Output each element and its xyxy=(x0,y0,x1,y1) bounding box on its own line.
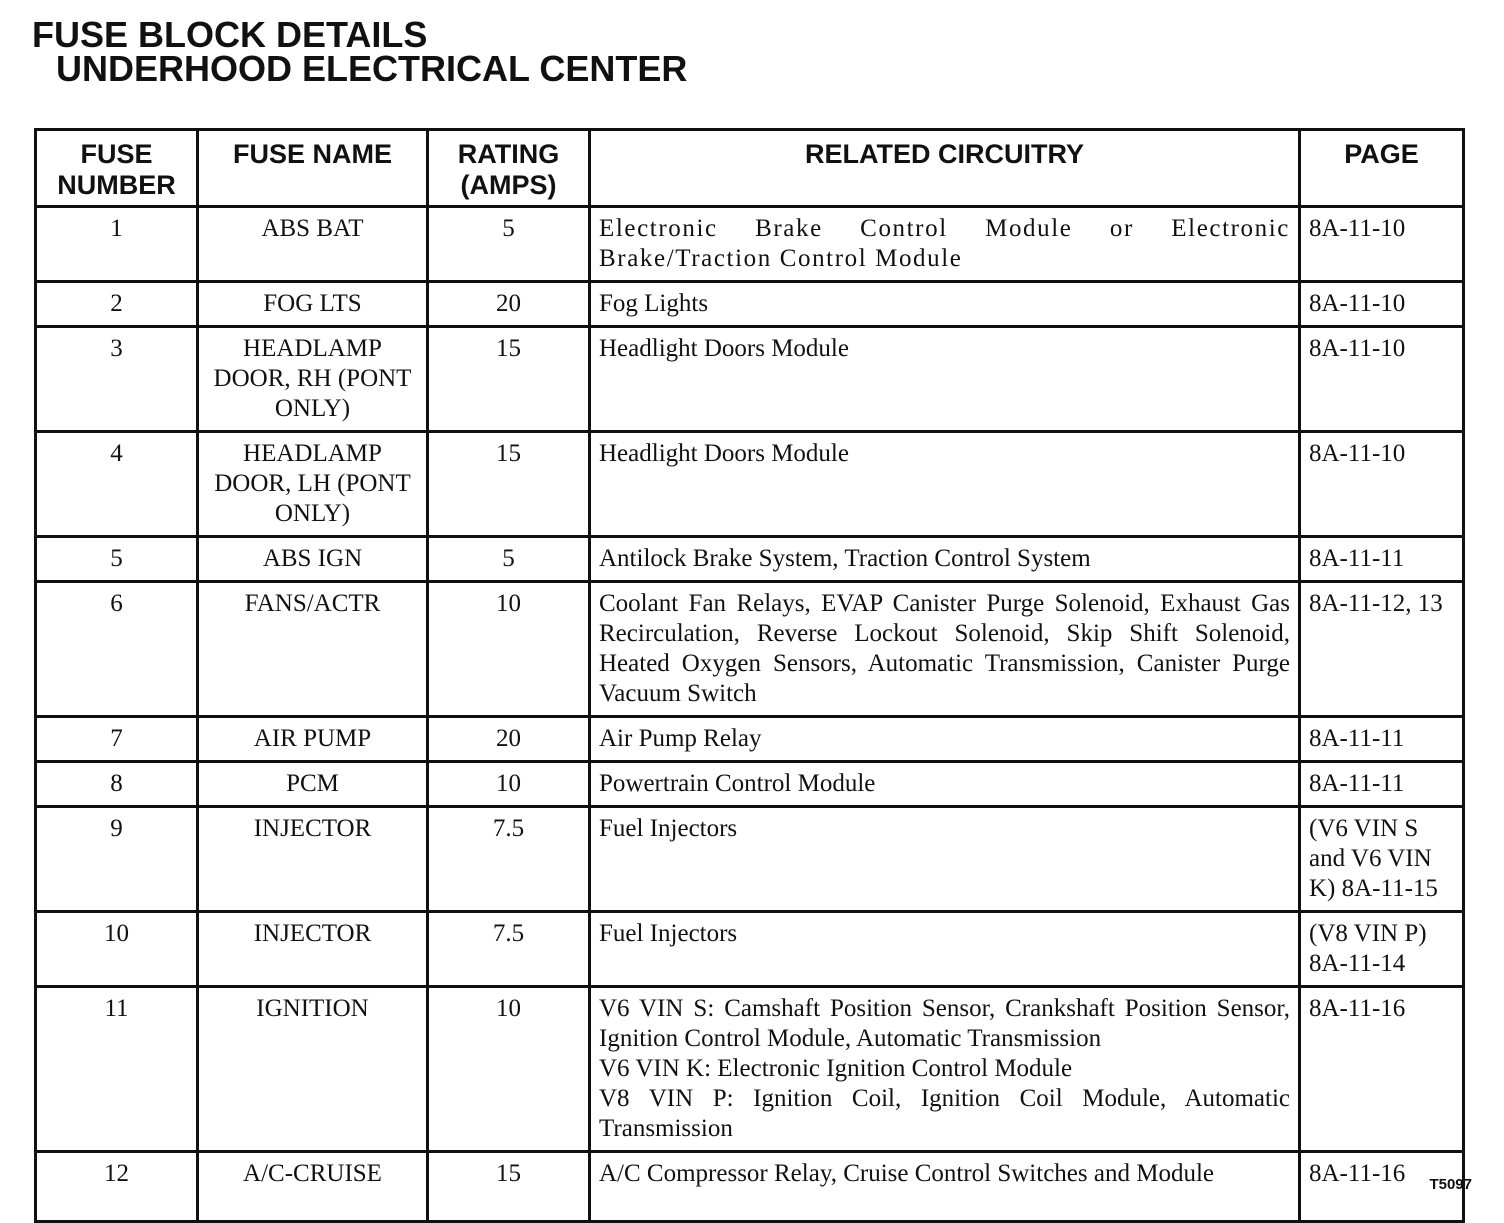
table-row xyxy=(36,1152,1464,1222)
table-row xyxy=(36,327,1464,432)
fuse-number: 8 xyxy=(36,762,198,807)
fuse-number: 3 xyxy=(36,327,198,432)
fuse-name: FANS/ACTR xyxy=(198,582,428,717)
related-circuitry xyxy=(590,987,1300,1152)
fuse-rating: 10 xyxy=(428,582,590,717)
circuitry-line: V6 VIN K: Electronic Ignition Control Module xyxy=(599,1055,1073,1082)
table-row xyxy=(36,762,1464,807)
fuse-rating: 10 xyxy=(428,987,590,1152)
title-line-1: FUSE BLOCK DETAILS xyxy=(32,14,428,55)
page-ref: (V8 VIN P) 8A-11-14 xyxy=(1300,912,1464,987)
fuse-name: A/C-CRUISE xyxy=(198,1152,428,1222)
table-row xyxy=(36,207,1464,282)
table-row xyxy=(36,912,1464,987)
related-circuitry: Headlight Doors Module xyxy=(590,432,1300,537)
fuse-number: 11 xyxy=(36,987,198,1152)
fuse-number: 2 xyxy=(36,282,198,327)
page-ref: 8A-11-10 xyxy=(1300,432,1464,537)
fuse-number: 4 xyxy=(36,432,198,537)
table-row xyxy=(36,537,1464,582)
table-row xyxy=(36,807,1464,912)
fuse-name: PCM xyxy=(198,762,428,807)
related-circuitry: Air Pump Relay xyxy=(590,717,1300,762)
table-row xyxy=(36,282,1464,327)
fuse-rating: 15 xyxy=(428,1152,590,1222)
fuse-name: ABS IGN xyxy=(198,537,428,582)
page-ref: 8A-11-16 xyxy=(1300,1152,1464,1222)
page-ref: 8A-11-10 xyxy=(1300,327,1464,432)
fuse-rating: 15 xyxy=(428,432,590,537)
page-ref: 8A-11-11 xyxy=(1300,762,1464,807)
header-rating: RATING (AMPS) xyxy=(428,130,590,207)
fuse-table xyxy=(34,128,1465,1223)
related-circuitry: Powertrain Control Module xyxy=(590,762,1300,807)
page-ref: (V6 VIN S and V6 VIN K) 8A-11-15 xyxy=(1300,807,1464,912)
fuse-rating: 5 xyxy=(428,537,590,582)
fuse-number: 5 xyxy=(36,537,198,582)
related-circuitry: Fuel Injectors xyxy=(590,807,1300,912)
header-fuse-name: FUSE NAME xyxy=(198,130,428,207)
fuse-number: 10 xyxy=(36,912,198,987)
fuse-name: HEADLAMP DOOR, RH (PONT ONLY) xyxy=(198,327,428,432)
fuse-rating: 7.5 xyxy=(428,807,590,912)
fuse-name: AIR PUMP xyxy=(198,717,428,762)
related-circuitry: A/C Compressor Relay, Cruise Control Switches and Module xyxy=(590,1152,1300,1222)
header-fuse-number: FUSE NUMBER xyxy=(36,130,198,207)
header-page: PAGE xyxy=(1300,130,1464,207)
fuse-number: 9 xyxy=(36,807,198,912)
fuse-name: FOG LTS xyxy=(198,282,428,327)
related-circuitry: Fuel Injectors xyxy=(590,912,1300,987)
page-ref: 8A-11-11 xyxy=(1300,537,1464,582)
table-row xyxy=(36,717,1464,762)
page-ref: 8A-11-10 xyxy=(1300,282,1464,327)
related-circuitry: Electronic Brake Control Module or Electronic Brake/Traction Control Module xyxy=(590,207,1300,282)
table-row xyxy=(36,987,1464,1152)
header-related-circuitry: RELATED CIRCUITRY xyxy=(590,130,1300,207)
fuse-name: INJECTOR xyxy=(198,807,428,912)
fuse-name: IGNITION xyxy=(198,987,428,1152)
page-ref: 8A-11-11 xyxy=(1300,717,1464,762)
fuse-rating: 15 xyxy=(428,327,590,432)
fuse-rating: 10 xyxy=(428,762,590,807)
figure-code: T5097 xyxy=(1429,1176,1472,1193)
table-row xyxy=(36,582,1464,717)
table-header-row xyxy=(36,130,1464,207)
page-ref: 8A-11-16 xyxy=(1300,987,1464,1152)
table-row xyxy=(36,432,1464,537)
related-circuitry: Fog Lights xyxy=(590,282,1300,327)
page-ref: 8A-11-12, 13 xyxy=(1300,582,1464,717)
page-ref: 8A-11-10 xyxy=(1300,207,1464,282)
fuse-number: 7 xyxy=(36,717,198,762)
related-circuitry: Antilock Brake System, Traction Control System xyxy=(590,537,1300,582)
fuse-rating: 20 xyxy=(428,282,590,327)
fuse-number: 1 xyxy=(36,207,198,282)
fuse-rating: 5 xyxy=(428,207,590,282)
related-circuitry: Coolant Fan Relays, EVAP Canister Purge Solenoid, Exhaust Gas Recirculation, Reverse Lockout Solenoid, Skip Shift Solenoid, Heated Oxygen Sensors, Automatic Transmission, Canister Purge Vacuum Switch xyxy=(590,582,1300,717)
fuse-rating: 20 xyxy=(428,717,590,762)
fuse-name: INJECTOR xyxy=(198,912,428,987)
fuse-number: 12 xyxy=(36,1152,198,1222)
fuse-name: HEADLAMP DOOR, LH (PONT ONLY) xyxy=(198,432,428,537)
page-title xyxy=(32,14,688,89)
title-line-2: UNDERHOOD ELECTRICAL CENTER xyxy=(56,48,688,89)
fuse-number: 6 xyxy=(36,582,198,717)
fuse-name: ABS BAT xyxy=(198,207,428,282)
circuitry-line: V6 VIN S: Camshaft Position Sensor, Crankshaft Position Sensor, Ignition Control Module, Automatic Transmission xyxy=(599,995,1290,1052)
circuitry-line: V8 VIN P: Ignition Coil, Ignition Coil Module, Automatic Transmission xyxy=(599,1085,1290,1142)
related-circuitry: Headlight Doors Module xyxy=(590,327,1300,432)
fuse-rating: 7.5 xyxy=(428,912,590,987)
